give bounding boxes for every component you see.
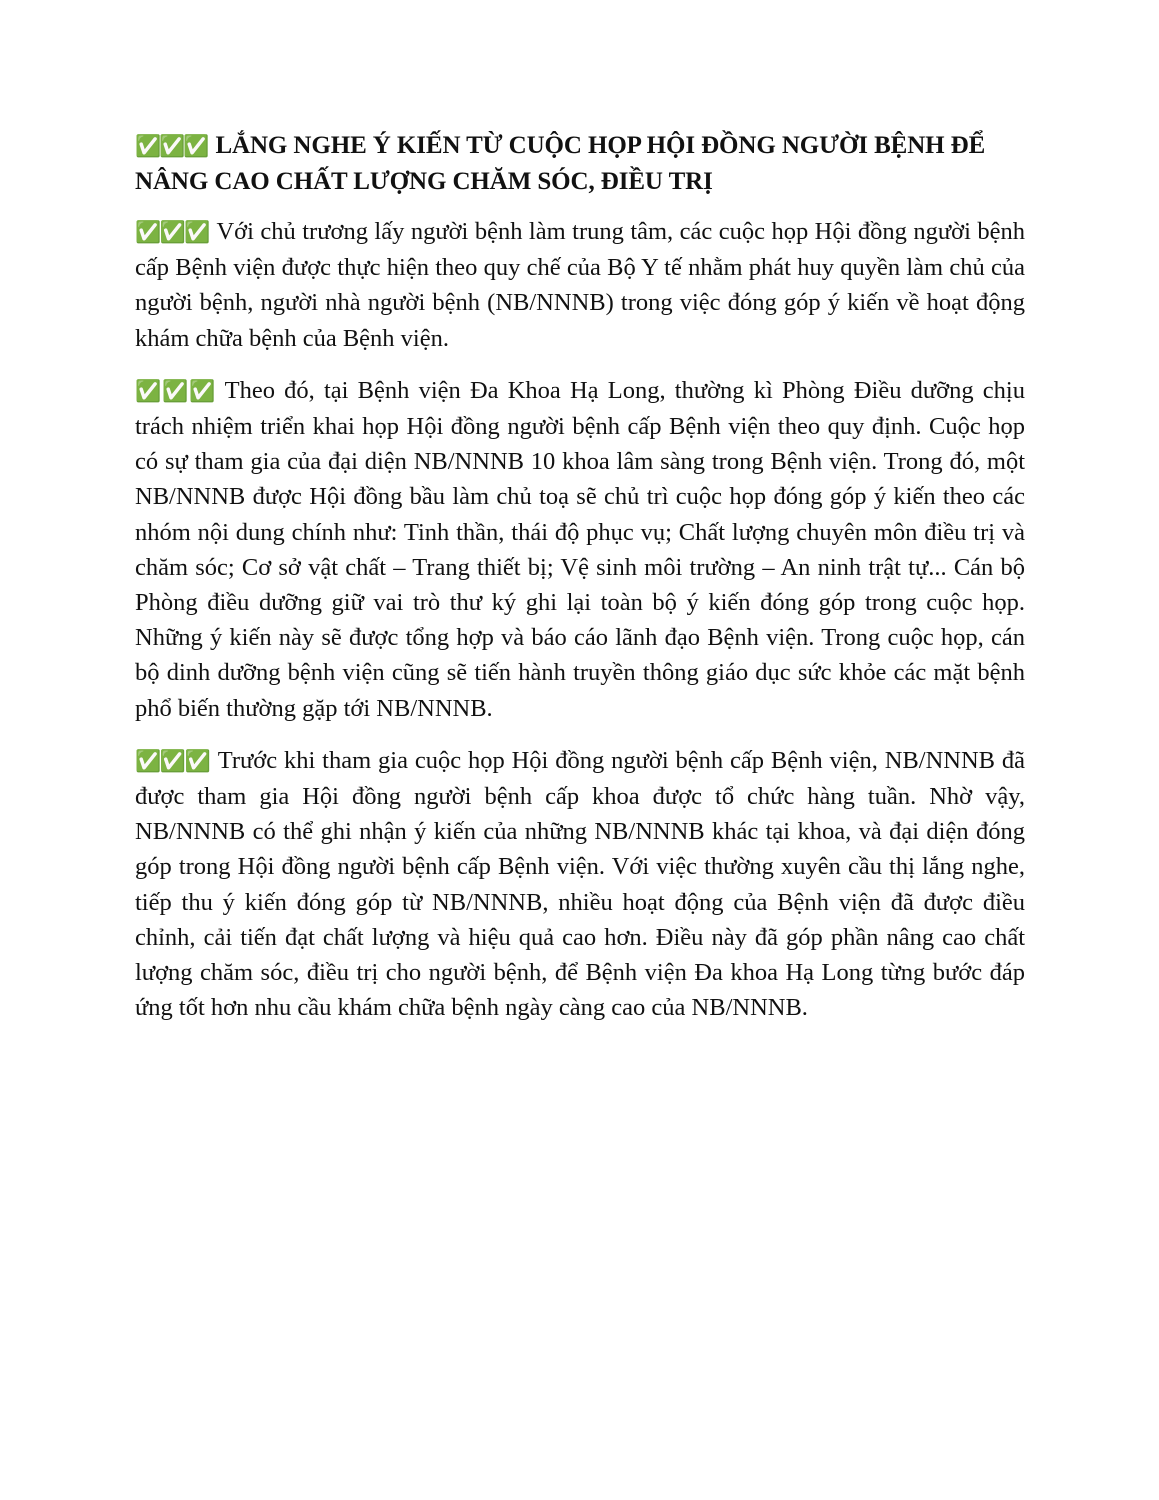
checkmark-icon: ✅✅✅ xyxy=(135,134,208,158)
paragraph-meeting-details xyxy=(135,373,1025,726)
paragraph-text: Với chủ trương lấy người bệnh làm trung tâm, các cuộc họp Hội đồng người bệnh cấp Bệnh viện được thực hiện theo quy chế của Bộ Y tế nhằm phát huy quyền làm chủ của người bệnh, người nhà người bệnh (NB/NNNB) trong việc đóng góp ý kiến về hoạt động khám chữa bệnh của Bệnh viện. xyxy=(135,218,1025,352)
checkmark-icon: ✅✅✅ xyxy=(135,748,210,773)
title-text: LẮNG NGHE Ý KIẾN TỪ CUỘC HỌP HỘI ĐỒNG NGƯỜI BỆNH ĐỂ NÂNG CAO CHẤT LƯỢNG CHĂM SÓC, ĐIỀU TRỊ xyxy=(135,132,986,195)
paragraph-text: Trước khi tham gia cuộc họp Hội đồng người bệnh cấp Bệnh viện, NB/NNNB đã được tham gia Hội đồng người bệnh cấp khoa được tổ chức hàng tuần. Nhờ vậy, NB/NNNB có thể ghi nhận ý kiến của những NB/NNNB khác tại khoa, và đại diện đóng góp trong Hội đồng người bệnh cấp Bệnh viện. Với việc thường xuyên cầu thị lắng nghe, tiếp thu ý kiến đóng góp từ NB/NNNB, nhiều hoạt động của Bệnh viện đã được điều chỉnh, cải tiến đạt chất lượng và hiệu quả cao hơn. Điều này đã góp phần nâng cao chất lượng chăm sóc, điều trị cho người bệnh, để Bệnh viện Đa khoa Hạ Long từng bước đáp ứng tốt hơn nhu cầu khám chữa bệnh ngày càng cao của NB/NNNB. xyxy=(135,746,1025,1022)
paragraph-text: Theo đó, tại Bệnh viện Đa Khoa Hạ Long, thường kì Phòng Điều dưỡng chịu trách nhiệm triển khai họp Hội đồng người bệnh cấp Bệnh viện theo quy định. Cuộc họp có sự tham gia của đại diện NB/NNNB 10 khoa lâm sàng trong Bệnh viện. Trong đó, một NB/NNNB được Hội đồng bầu làm chủ toạ sẽ chủ trì cuộc họp đóng góp ý kiến theo các nhóm nội dung chính như: Tinh thần, thái độ phục vụ; Chất lượng chuyên môn điều trị và chăm sóc; Cơ sở vật chất – Trang thiết bị; Vệ sinh môi trường – An ninh trật tự... Cán bộ Phòng điều dưỡng giữ vai trò thư ký ghi lại toàn bộ ý kiến đóng góp trong cuộc họp. Những ý kiến này sẽ được tổng hợp và báo cáo lãnh đạo Bệnh viện. Trong cuộc họp, cán bộ dinh dưỡng bệnh viện cũng sẽ tiến hành truyền thông giáo dục sức khỏe các mặt bệnh phổ biến thường gặp tới NB/NNNB. xyxy=(135,376,1025,722)
paragraph-conclusion xyxy=(135,743,1025,1026)
checkmark-icon: ✅✅✅ xyxy=(135,220,209,244)
document-title xyxy=(135,128,1025,200)
checkmark-icon: ✅✅✅ xyxy=(135,378,217,403)
document-page xyxy=(135,128,1025,1042)
paragraph-intro xyxy=(135,214,1025,356)
